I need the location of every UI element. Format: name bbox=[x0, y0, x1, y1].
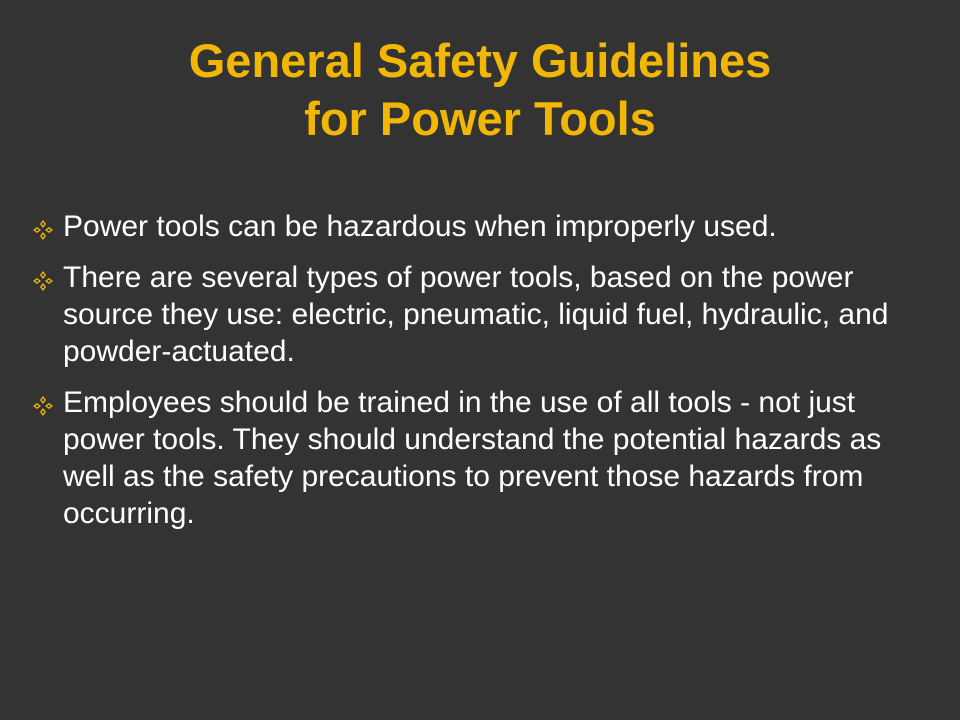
slide-title-line-2: for Power Tools bbox=[304, 92, 656, 145]
bullet-item bbox=[32, 259, 932, 370]
bullet-text: There are several types of power tools, based on the power source they use: electric, pneumatic, liquid fuel, hydraulic, and powder-actuated. bbox=[63, 261, 889, 368]
bullet-text: Power tools can be hazardous when improperly used. bbox=[63, 210, 777, 243]
bullet-list bbox=[32, 208, 932, 546]
bullet-text: Employees should be trained in the use of all tools - not just power tools. They should understand the potential hazards as well as the safety precautions to prevent those hazards from occurring. bbox=[63, 386, 882, 530]
slide-title-line-1: General Safety Guidelines bbox=[188, 34, 772, 87]
bullet-item bbox=[32, 208, 932, 245]
diamond-bullet-icon bbox=[32, 395, 54, 417]
bullet-item bbox=[32, 384, 932, 532]
diamond-bullet-icon bbox=[32, 270, 54, 292]
slide-title bbox=[40, 32, 920, 148]
diamond-bullet-icon bbox=[32, 219, 54, 241]
